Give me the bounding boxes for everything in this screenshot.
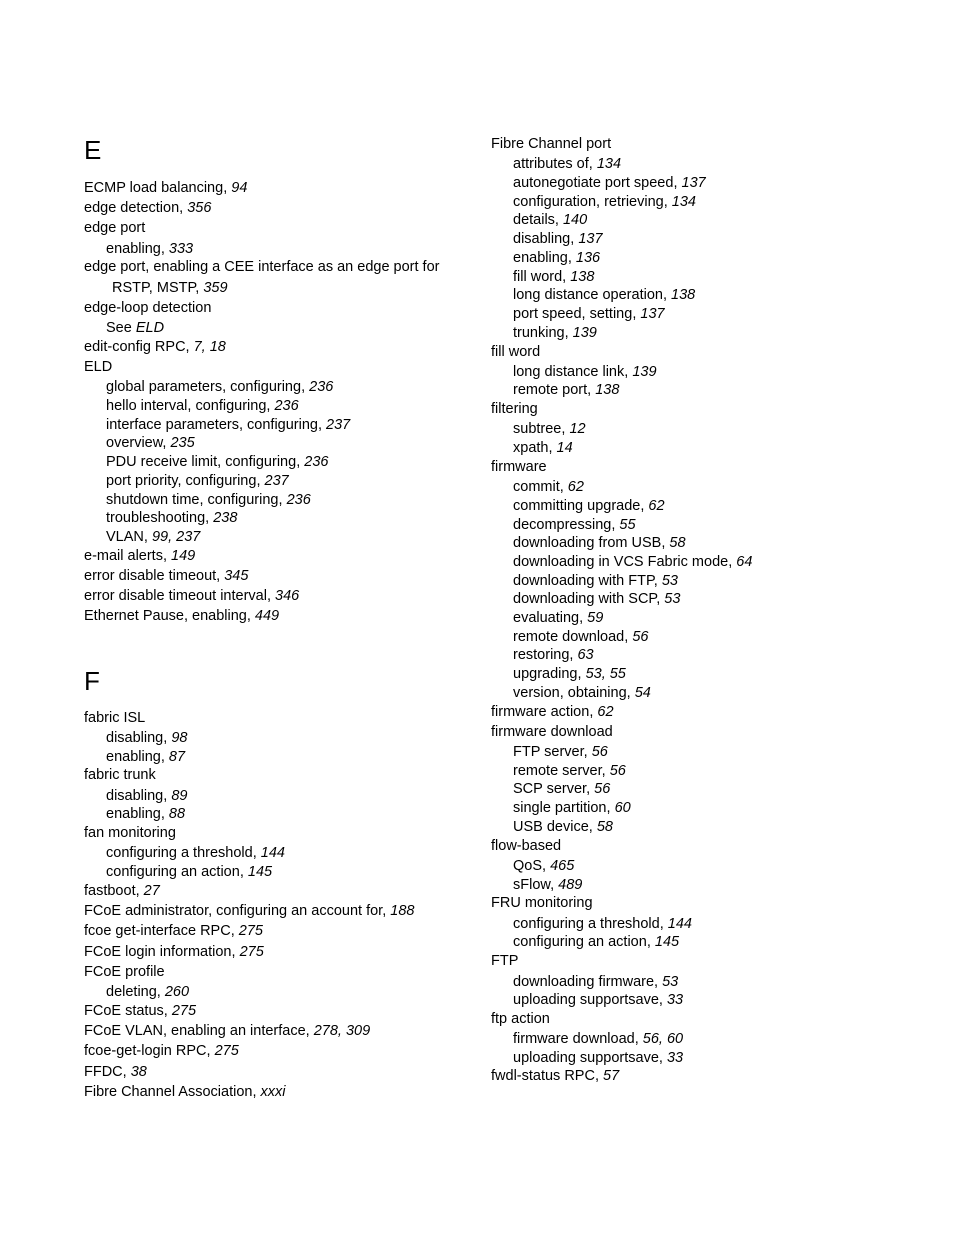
- page-reference[interactable]: 275: [238, 923, 263, 939]
- index-entry: fcoe get-interface RPC, 275: [84, 923, 263, 939]
- index-entry: FCoE login information, 275: [84, 944, 264, 960]
- page-reference[interactable]: 333: [168, 241, 194, 257]
- entry-text: fcoe-get-login RPC: [84, 1043, 207, 1059]
- page-reference[interactable]: 237: [326, 417, 351, 433]
- index-entry: Fibre Channel Association, xxxi: [84, 1084, 286, 1100]
- entry-text: ELD: [84, 359, 113, 375]
- entry-text: error disable timeout: [84, 568, 217, 584]
- page-reference[interactable]: 60: [614, 800, 631, 816]
- page-reference[interactable]: 236: [274, 398, 299, 414]
- page-reference[interactable]: 489: [558, 877, 583, 893]
- index-entry: Ethernet Pause, enabling, 449: [84, 608, 280, 624]
- index-subentry: downloading firmware, 53: [513, 974, 679, 990]
- index-subentry: upgrading, 53, 55: [513, 666, 626, 682]
- index-subentry: long distance operation, 138: [513, 287, 696, 303]
- index-entry: FCoE status, 275: [84, 1003, 197, 1019]
- entry-text: single partition: [513, 800, 607, 816]
- index-subentry: interface parameters, configuring, 237: [106, 417, 351, 433]
- index-entry: [491, 400, 538, 418]
- entry-text: fill word: [491, 344, 541, 360]
- index-subentry: remote server, 56: [513, 763, 626, 779]
- page-reference[interactable]: 27: [143, 883, 160, 899]
- entry-text: attributes of: [513, 156, 589, 172]
- page-reference[interactable]: 33: [666, 1050, 684, 1066]
- entry-text: configuring an action: [106, 864, 240, 880]
- page-reference[interactable]: 12: [569, 421, 586, 437]
- index-entry: [491, 1010, 550, 1028]
- page-reference[interactable]: 53: [664, 591, 681, 607]
- page-reference[interactable]: 236: [304, 454, 329, 470]
- entry-text: firmware action: [491, 704, 590, 720]
- entry-text: FTP server: [513, 744, 584, 760]
- index-entry: [84, 766, 156, 784]
- entry-text: uploading supportsave: [513, 992, 659, 1008]
- index-entry: e-mail alerts, 149: [84, 548, 196, 564]
- entry-text: downloading from USB: [513, 535, 662, 551]
- page-reference[interactable]: 137: [640, 306, 665, 322]
- entry-text: ftp action: [491, 1011, 550, 1027]
- page-reference[interactable]: 137: [681, 175, 706, 191]
- entry-text: edit-config RPC: [84, 339, 186, 355]
- index-subentry: autonegotiate port speed, 137: [513, 175, 706, 191]
- page-reference[interactable]: 134: [671, 194, 696, 210]
- index-subentry: downloading in VCS Fabric mode, 64: [513, 554, 753, 570]
- index-subentry: evaluating, 59: [513, 610, 604, 626]
- entry-text: long distance operation: [513, 287, 663, 303]
- index-subentry: disabling, 98: [106, 730, 188, 746]
- page-reference[interactable]: 57: [603, 1068, 620, 1084]
- page-reference[interactable]: 278, 309: [313, 1023, 371, 1039]
- index-subentry: configuring a threshold, 144: [106, 845, 285, 861]
- page-reference[interactable]: 359: [203, 280, 228, 296]
- page-reference[interactable]: 356: [187, 200, 212, 216]
- index-subentry: enabling, 88: [106, 806, 186, 822]
- entry-text: enabling: [106, 241, 161, 257]
- index-entry: [84, 258, 439, 276]
- index-subentry: remote port, 138: [513, 382, 620, 398]
- entry-text: firmware download: [513, 1031, 635, 1047]
- index-subentry: troubleshooting, 238: [106, 510, 238, 526]
- entry-text: FFDC: [84, 1064, 123, 1080]
- page-reference[interactable]: 56: [632, 629, 649, 645]
- index-entry: [491, 837, 561, 855]
- section-letter-heading: E: [84, 135, 102, 165]
- entry-text: remote download: [513, 629, 625, 645]
- index-subentry: downloading with FTP, 53: [513, 573, 678, 589]
- entry-text: edge port: [84, 220, 146, 236]
- page-reference[interactable]: 238: [213, 510, 238, 526]
- entry-text: See: [106, 320, 136, 336]
- index-entry: [491, 723, 613, 741]
- page-reference[interactable]: 59: [587, 610, 604, 626]
- entry-text: flow-based: [491, 838, 562, 854]
- index-subentry: disabling, 137: [513, 231, 603, 247]
- entry-text: troubleshooting: [106, 510, 206, 526]
- page-reference[interactable]: 54: [634, 685, 651, 701]
- page-reference[interactable]: 138: [671, 287, 696, 303]
- entry-text: fabric ISL: [84, 710, 146, 726]
- page-reference[interactable]: 33: [666, 992, 684, 1008]
- index-subentry: subtree, 12: [513, 421, 586, 437]
- entry-text: FCoE login information: [84, 944, 232, 960]
- index-subentry: long distance link, 139: [513, 364, 657, 380]
- page-reference[interactable]: 53, 55: [585, 666, 626, 682]
- index-entry: error disable timeout, 345: [84, 568, 249, 584]
- index-subentry: RSTP, MSTP, 359: [112, 280, 228, 296]
- index-subentry: details, 140: [513, 212, 588, 228]
- index-subentry: attributes of, 134: [513, 156, 622, 172]
- entry-text: subtree: [513, 421, 562, 437]
- page-reference[interactable]: 88: [168, 806, 186, 822]
- index-entry: [491, 343, 540, 361]
- entry-text: configuring a threshold: [513, 916, 660, 932]
- entry-text: e-mail alerts: [84, 548, 163, 564]
- index-subentry: configuration, retrieving, 134: [513, 194, 696, 210]
- page-reference[interactable]: 235: [170, 435, 195, 451]
- entry-text: remote port: [513, 382, 588, 398]
- entry-text: committing upgrade: [513, 498, 641, 514]
- index-subentry: configuring an action, 145: [513, 934, 680, 950]
- entry-text: disabling: [513, 231, 571, 247]
- page-reference[interactable]: 94: [231, 180, 248, 196]
- index-subentry: QoS, 465: [513, 858, 575, 874]
- entry-text: decompressing: [513, 517, 612, 533]
- entry-text: enabling: [513, 250, 568, 266]
- page-reference[interactable]: 275: [171, 1003, 197, 1019]
- entry-text: uploading supportsave: [513, 1050, 659, 1066]
- page-reference[interactable]: 134: [596, 156, 622, 172]
- entry-text: global parameters, configuring: [106, 379, 302, 395]
- index-entry: [84, 219, 145, 237]
- page-reference[interactable]: 38: [130, 1064, 147, 1080]
- index-entry: [491, 894, 593, 912]
- page-reference[interactable]: 58: [596, 819, 613, 835]
- entry-text: configuring a threshold: [106, 845, 253, 861]
- page-reference[interactable]: 188: [390, 903, 415, 919]
- entry-text: deleting: [106, 984, 157, 1000]
- entry-text: enabling: [106, 749, 161, 765]
- page-reference[interactable]: 7, 18: [193, 339, 226, 355]
- entry-text: FCoE status: [84, 1003, 164, 1019]
- entry-text: disabling: [106, 788, 164, 804]
- index-subentry: uploading supportsave, 33: [513, 1050, 684, 1066]
- entry-text: sFlow: [513, 877, 551, 893]
- page-reference[interactable]: 14: [556, 440, 573, 456]
- page-reference[interactable]: 144: [667, 916, 692, 932]
- entry-text: fcoe get-interface RPC: [84, 923, 231, 939]
- entry-text: trunking: [513, 325, 565, 341]
- index-subentry: [106, 319, 164, 337]
- index-entry: fwdl-status RPC, 57: [491, 1068, 620, 1084]
- entry-text: fabric trunk: [84, 767, 156, 783]
- index-subentry: VLAN, 99, 237: [106, 529, 201, 545]
- section-letter-heading: F: [84, 666, 100, 696]
- entry-text: configuring an action: [513, 934, 647, 950]
- entry-text: FCoE profile: [84, 964, 165, 980]
- page-reference[interactable]: 56: [591, 744, 608, 760]
- index-subentry: enabling, 333: [106, 241, 194, 257]
- index-subentry: sFlow, 489: [513, 877, 583, 893]
- entry-text: evaluating: [513, 610, 580, 626]
- entry-text: port priority, configuring: [106, 473, 257, 489]
- page-reference[interactable]: 144: [260, 845, 285, 861]
- index-entry: [84, 824, 176, 842]
- page-reference[interactable]: 56: [609, 763, 626, 779]
- page-reference[interactable]: 62: [648, 498, 665, 514]
- index-subentry: port speed, setting, 137: [513, 306, 665, 322]
- index-subentry: hello interval, configuring, 236: [106, 398, 299, 414]
- index-subentry: port priority, configuring, 237: [106, 473, 289, 489]
- entry-text: xpath: [513, 440, 549, 456]
- index-subentry: overview, 235: [106, 435, 195, 451]
- entry-text: downloading in VCS Fabric mode: [513, 554, 729, 570]
- entry-text: filtering: [491, 401, 538, 417]
- page-reference[interactable]: 56, 60: [642, 1031, 684, 1047]
- entry-text: downloading with SCP: [513, 591, 657, 607]
- page-reference[interactable]: 138: [595, 382, 620, 398]
- index-entry: [491, 458, 547, 476]
- entry-text: USB device: [513, 819, 589, 835]
- entry-text: enabling: [106, 806, 161, 822]
- index-entry: [491, 952, 518, 970]
- page-reference[interactable]: 138: [570, 269, 595, 285]
- page-reference[interactable]: 139: [632, 364, 657, 380]
- page-reference[interactable]: 139: [572, 325, 597, 341]
- index-entry: firmware action, 62: [491, 704, 614, 720]
- index-entry: fcoe-get-login RPC, 275: [84, 1043, 239, 1059]
- entry-text: FCoE VLAN, enabling an interface: [84, 1023, 306, 1039]
- index-subentry: shutdown time, configuring, 236: [106, 492, 311, 508]
- entry-text: fastboot: [84, 883, 136, 899]
- page-reference[interactable]: 449: [254, 608, 280, 624]
- page-reference[interactable]: 64: [736, 554, 753, 570]
- index-entry: FCoE administrator, configuring an account for, 188: [84, 903, 415, 919]
- entry-text: downloading firmware: [513, 974, 655, 990]
- page-reference[interactable]: 98: [171, 730, 188, 746]
- index-subentry: commit, 62: [513, 479, 584, 495]
- index-entry: error disable timeout interval, 346: [84, 588, 300, 604]
- index-subentry: enabling, 136: [513, 250, 601, 266]
- page-reference[interactable]: 99, 237: [151, 529, 201, 545]
- entry-text: hello interval, configuring: [106, 398, 267, 414]
- page-reference[interactable]: 56: [594, 781, 611, 797]
- page-reference[interactable]: 137: [578, 231, 603, 247]
- index-entry: FFDC, 38: [84, 1064, 147, 1080]
- entry-text: fwdl-status RPC: [491, 1068, 595, 1084]
- page-reference[interactable]: 140: [562, 212, 588, 228]
- index-subentry: remote download, 56: [513, 629, 649, 645]
- entry-text: remote server: [513, 763, 602, 779]
- index-subentry: global parameters, configuring, 236: [106, 379, 334, 395]
- index-entry: FCoE VLAN, enabling an interface, 278, 309: [84, 1023, 371, 1039]
- entry-text: upgrading: [513, 666, 578, 682]
- index-entry: ECMP load balancing, 94: [84, 180, 248, 196]
- entry-text: FCoE administrator, configuring an account for: [84, 903, 383, 919]
- index-subentry: USB device, 58: [513, 819, 613, 835]
- entry-text: version, obtaining: [513, 685, 627, 701]
- index-entry: [84, 963, 165, 981]
- index-subentry: enabling, 87: [106, 749, 186, 765]
- page-reference[interactable]: 62: [597, 704, 614, 720]
- entry-text: downloading with FTP: [513, 573, 654, 589]
- entry-text: FTP: [491, 953, 519, 969]
- entry-text: disabling: [106, 730, 164, 746]
- page-reference[interactable]: 53: [661, 573, 678, 589]
- page-reference[interactable]: 149: [171, 548, 196, 564]
- index-subentry: fill word, 138: [513, 269, 595, 285]
- index-subentry: configuring an action, 145: [106, 864, 273, 880]
- page-reference[interactable]: 345: [224, 568, 249, 584]
- page-reference[interactable]: 465: [550, 858, 575, 874]
- page-reference[interactable]: 63: [577, 647, 594, 663]
- page-reference[interactable]: 145: [654, 934, 680, 950]
- index-subentry: uploading supportsave, 33: [513, 992, 684, 1008]
- page-reference[interactable]: 89: [171, 788, 188, 804]
- entry-text: firmware: [491, 459, 547, 475]
- entry-text: Ethernet Pause, enabling: [84, 608, 247, 624]
- entry-text: fan monitoring: [84, 825, 176, 841]
- index-subentry: xpath, 14: [513, 440, 573, 456]
- page-reference[interactable]: 136: [575, 250, 601, 266]
- page-reference[interactable]: 275: [214, 1043, 239, 1059]
- page-reference[interactable]: 58: [669, 535, 686, 551]
- entry-text: edge port, enabling a CEE interface as an edge port for: [84, 259, 440, 275]
- index-entry: edge detection, 356: [84, 200, 212, 216]
- entry-text: edge detection: [84, 200, 180, 216]
- index-subentry: version, obtaining, 54: [513, 685, 651, 701]
- index-entry: [84, 358, 112, 376]
- index-subentry: SCP server, 56: [513, 781, 611, 797]
- entry-text: SCP server: [513, 781, 587, 797]
- entry-text: error disable timeout interval: [84, 588, 267, 604]
- page-reference[interactable]: 346: [275, 588, 300, 604]
- page-reference[interactable]: 260: [164, 984, 190, 1000]
- index-subentry: PDU receive limit, configuring, 236: [106, 454, 329, 470]
- page-reference[interactable]: 62: [567, 479, 584, 495]
- entry-text: long distance link: [513, 364, 625, 380]
- entry-text: QoS: [513, 858, 543, 874]
- page-reference[interactable]: 275: [239, 944, 264, 960]
- see-reference[interactable]: ELD: [135, 320, 165, 336]
- index-subentry: trunking, 139: [513, 325, 597, 341]
- entry-text: port speed, setting: [513, 306, 633, 322]
- page-reference[interactable]: 145: [247, 864, 273, 880]
- entry-text: firmware download: [491, 724, 613, 740]
- index-entry: [84, 709, 145, 727]
- index-subentry: downloading with SCP, 53: [513, 591, 681, 607]
- page-reference[interactable]: 236: [286, 492, 311, 508]
- entry-text: autonegotiate port speed: [513, 175, 674, 191]
- index-subentry: FTP server, 56: [513, 744, 608, 760]
- page-reference[interactable]: xxxi: [260, 1084, 286, 1100]
- entry-text: interface parameters, configuring: [106, 417, 318, 433]
- index-subentry: restoring, 63: [513, 647, 594, 663]
- entry-text: VLAN: [106, 529, 144, 545]
- page-reference[interactable]: 87: [168, 749, 186, 765]
- page-reference[interactable]: 237: [264, 473, 289, 489]
- index-entry: fastboot, 27: [84, 883, 160, 899]
- index-subentry: decompressing, 55: [513, 517, 636, 533]
- entry-text: Fibre Channel port: [491, 136, 612, 152]
- index-subentry: firmware download, 56, 60: [513, 1031, 684, 1047]
- index-subentry: configuring a threshold, 144: [513, 916, 692, 932]
- index-subentry: downloading from USB, 58: [513, 535, 686, 551]
- index-entry: [491, 135, 611, 153]
- page-reference[interactable]: 55: [619, 517, 636, 533]
- entry-text: restoring: [513, 647, 570, 663]
- index-subentry: committing upgrade, 62: [513, 498, 665, 514]
- entry-text: Fibre Channel Association: [84, 1084, 253, 1100]
- index-subentry: deleting, 260: [106, 984, 190, 1000]
- page-reference[interactable]: 236: [309, 379, 334, 395]
- index-subentry: single partition, 60: [513, 800, 631, 816]
- entry-text: shutdown time, configuring: [106, 492, 279, 508]
- entry-text: overview: [106, 435, 163, 451]
- entry-text: details: [513, 212, 555, 228]
- index-entry: edit-config RPC, 7, 18: [84, 339, 226, 355]
- entry-text: PDU receive limit, configuring: [106, 454, 297, 470]
- index-entry: [84, 299, 211, 317]
- entry-text: RSTP, MSTP: [112, 280, 196, 296]
- entry-text: configuration, retrieving: [513, 194, 664, 210]
- entry-text: FRU monitoring: [491, 895, 593, 911]
- entry-text: ECMP load balancing: [84, 180, 224, 196]
- page-reference[interactable]: 53: [662, 974, 679, 990]
- entry-text: commit: [513, 479, 560, 495]
- entry-text: edge-loop detection: [84, 300, 212, 316]
- entry-text: fill word: [513, 269, 563, 285]
- index-subentry: disabling, 89: [106, 788, 188, 804]
